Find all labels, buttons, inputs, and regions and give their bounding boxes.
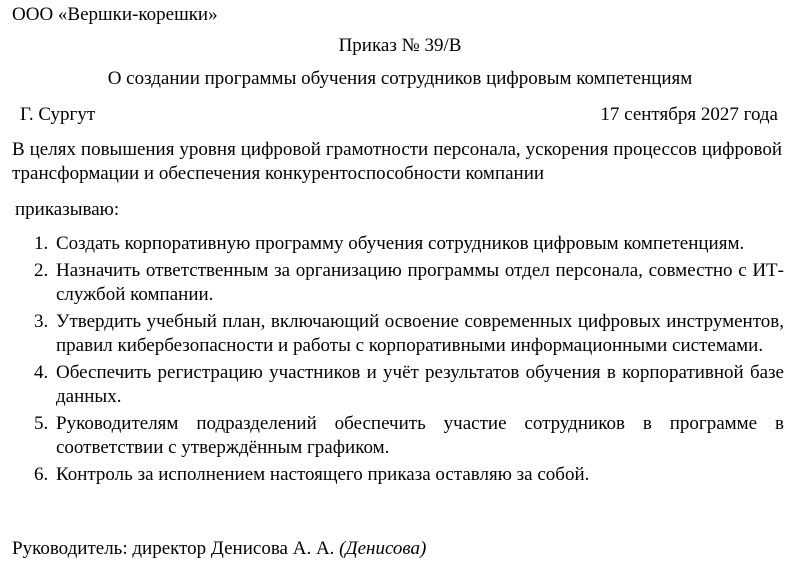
order-items-list [0,232,800,490]
order-item-text: Утвердить учебный план, включающий освоение современных цифровых инструментов, правил кибербезопасности и работы с корпоративными информационными системами. [56,311,784,356]
order-item-number: 3. [34,311,49,332]
order-item-number: 6. [34,464,49,485]
signature-label: Руководитель: директор Денисова А. А. [12,538,335,559]
order-city: Г. Сургут [20,104,96,125]
order-item-text: Обеспечить регистрацию участников и учёт результатов обучения в корпоративной базе данных. [56,362,784,407]
order-item-text: Создать корпоративную программу обучения сотрудников цифровым компетенциям. [56,233,745,254]
order-item [0,412,784,460]
order-number: Приказ № 39/В [338,35,462,56]
order-date: 17 сентября 2027 года [600,104,778,125]
order-item [0,310,784,358]
order-item-number: 1. [34,233,49,254]
order-item-text: Назначить ответственным за организацию программы отдел персонала, совместно с ИТ-службой компании. [56,260,784,305]
order-title: О создании программы обучения сотрудников цифровым компетенциям [107,68,693,89]
order-item-number: 4. [34,362,49,383]
signature-handwritten: (Денисова) [339,538,427,559]
order-item-number: 5. [34,413,49,434]
order-preamble: В целях повышения уровня цифровой грамотности персонала, ускорения процессов цифровой трансформации и обеспечения конкурентоспособности компании [12,139,782,184]
order-item [0,232,784,256]
order-item [0,463,784,487]
organization-name: ООО «Вершки-корешки» [12,4,218,25]
signature-line [12,537,426,561]
order-item [0,259,784,307]
order-item-number: 2. [34,260,49,281]
order-directive-word: приказываю: [15,199,120,220]
order-item-text: Руководителям подразделений обеспечить участие сотрудников в программе в соответствии с утверждённым графиком. [56,413,784,458]
order-item-text: Контроль за исполнением настоящего приказа оставляю за собой. [56,464,590,485]
order-item [0,361,784,409]
